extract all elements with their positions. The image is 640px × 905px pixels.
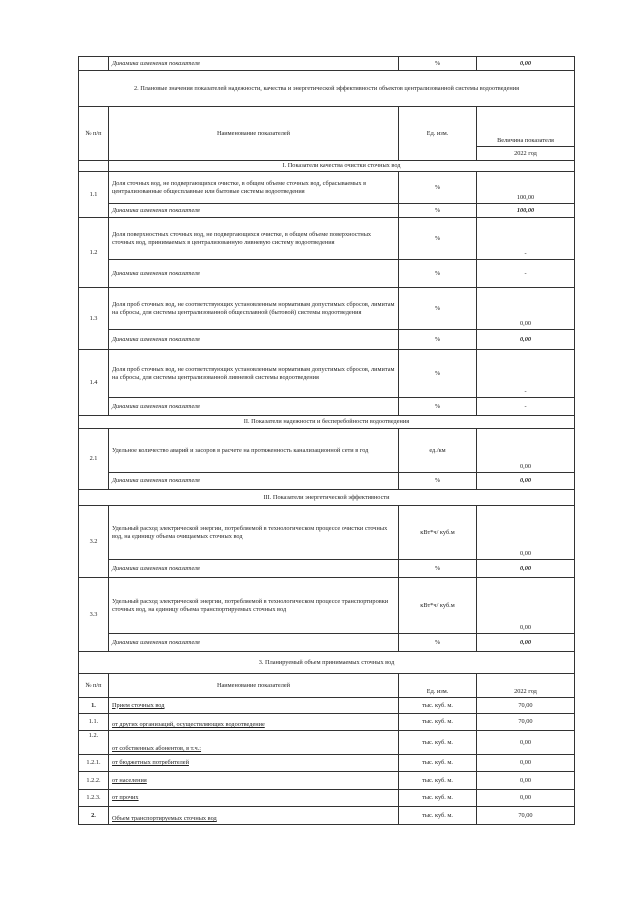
- group-2-row: [79, 416, 575, 429]
- row-value: 70,00: [477, 714, 575, 731]
- row-num: 3.2: [79, 506, 109, 578]
- group-1-title: I. Показатели качества очистки сточных вод: [109, 161, 575, 172]
- dynamics-row: [79, 473, 575, 490]
- dynamics-label: Динамика изменения показателя: [109, 398, 399, 416]
- row-unit: %: [399, 172, 477, 204]
- row-name: Удельное количество аварий и засоров в расчете на протяженность канализационной сети в год: [109, 429, 399, 473]
- header-value: Величина показателя: [477, 107, 575, 147]
- dynamics-label: Динамика изменения показателя: [109, 57, 399, 71]
- dynamics-value: 0,00: [477, 560, 575, 578]
- row-unit: ед./км: [399, 429, 477, 473]
- row-value: 70,00: [477, 698, 575, 714]
- group-3-title: III. Показатели энергетической эффективности: [79, 490, 575, 506]
- dynamics-value: -: [477, 260, 575, 288]
- row-unit: %: [399, 350, 477, 398]
- row-unit: тыс. куб. м.: [399, 731, 477, 755]
- row-name: от населения: [109, 772, 399, 790]
- section-2-header-row: [79, 107, 575, 147]
- header-year: 2022 год: [477, 147, 575, 161]
- dynamics-value: 0,00: [477, 473, 575, 490]
- header-unit: Ед. изм.: [399, 107, 477, 161]
- row-name: Доля проб сточных вод, не соответствующих установленным нормативам допустимых сбросов, лимитам на сбросы, для системы централизованной общесплавной (бытовой) системы водоотведения: [109, 288, 399, 330]
- row-unit: кВт*ч/ куб.м: [399, 506, 477, 560]
- dynamics-value: 100,00: [477, 204, 575, 218]
- header-num: № п/п: [79, 107, 109, 161]
- header-year: 2022 год: [477, 674, 575, 698]
- row-unit: тыс. куб. м.: [399, 714, 477, 731]
- header-name: Наименование показателей: [109, 674, 399, 698]
- indicators-table: [78, 56, 575, 825]
- section-3-title-row: [79, 652, 575, 674]
- row-unit: тыс. куб. м.: [399, 698, 477, 714]
- dynamics-unit: %: [399, 330, 477, 350]
- dynamics-value: 0,00: [477, 634, 575, 652]
- table-row: [79, 755, 575, 772]
- row-name: от собственных абонентов, в т.ч.:: [109, 731, 399, 755]
- dynamics-row: [79, 560, 575, 578]
- dynamics-row: [79, 398, 575, 416]
- row-num: 1.4: [79, 350, 109, 416]
- row-value: 70,00: [477, 807, 575, 825]
- dynamics-unit: %: [399, 260, 477, 288]
- row-num: 1.2: [79, 218, 109, 288]
- section-3-title: 3. Планируемый объем принимаемых сточных вод: [79, 652, 575, 674]
- row-num: 1.2.1.: [79, 755, 109, 772]
- unit-cell: %: [399, 57, 477, 71]
- header-unit: Ед. изм.: [399, 674, 477, 698]
- group-1-row: [79, 161, 575, 172]
- table-row: [79, 807, 575, 825]
- row-unit: тыс. куб. м.: [399, 807, 477, 825]
- dynamics-value: 0,00: [477, 330, 575, 350]
- table-row: [79, 506, 575, 560]
- row-num: 2.1: [79, 429, 109, 490]
- row-name: Доля поверхностных сточных вод, не подвергающихся очистке, в общем объеме поверхностных сточных вод, принимаемых в централизованную ливневую систему водоотведения: [109, 218, 399, 260]
- row-value: 0,00: [477, 429, 575, 473]
- row-num: 2.: [79, 807, 109, 825]
- dynamics-unit: %: [399, 634, 477, 652]
- row-unit: %: [399, 218, 477, 260]
- header-name: Наименование показателей: [109, 107, 399, 161]
- header-num: № п/п: [79, 674, 109, 698]
- dynamics-label: Динамика изменения показателя: [109, 260, 399, 288]
- row-unit: тыс. куб. м.: [399, 772, 477, 790]
- dynamics-label: Динамика изменения показателя: [109, 330, 399, 350]
- row-value: 0,00: [477, 790, 575, 807]
- row-num: 1.1.: [79, 714, 109, 731]
- table-row: [79, 288, 575, 330]
- row-value: 0,00: [477, 578, 575, 634]
- dynamics-unit: %: [399, 560, 477, 578]
- dynamics-row: [79, 330, 575, 350]
- row-name: от прочих: [109, 790, 399, 807]
- row-unit: кВт*ч/ куб.м: [399, 578, 477, 634]
- table-row: [79, 578, 575, 634]
- dynamics-unit: %: [399, 473, 477, 490]
- row-value: 0,00: [477, 755, 575, 772]
- section-2-title: 2. Плановые значения показателей надежности, качества и энергетической эффективности объектов централизованной системы водоотведения: [79, 71, 575, 107]
- row-name: Доля проб сточных вод, не соответствующих установленным нормативам допустимых сбросов, лимитам на сбросы, для системы централизованной ливневой системы водоотведения: [109, 350, 399, 398]
- group-2-title: II. Показатели надежности и бесперебойности водоотведения: [79, 416, 575, 429]
- table-row: [79, 772, 575, 790]
- dynamics-label: Динамика изменения показателя: [109, 473, 399, 490]
- dynamics-label: Динамика изменения показателя: [109, 204, 399, 218]
- table-row: [79, 429, 575, 473]
- row-num: 1.: [79, 698, 109, 714]
- row-value: 0,00: [477, 506, 575, 560]
- table-row: [79, 218, 575, 260]
- dynamics-label: Динамика изменения показателя: [109, 634, 399, 652]
- document-page: [78, 56, 574, 825]
- row-num: 1.2.3.: [79, 790, 109, 807]
- row-name: Удельный расход электрической энергии, потребляемой в технологическом процессе транспортировки сточных вод, на единицу объема транспортируемых сточных вод: [109, 578, 399, 634]
- table-row: [79, 714, 575, 731]
- dynamics-row: [79, 260, 575, 288]
- table-row: [79, 731, 575, 755]
- row-num: 1.1: [79, 172, 109, 218]
- section-3-header-row: [79, 674, 575, 698]
- row-num: 1.2.2.: [79, 772, 109, 790]
- row-num: 1.3: [79, 288, 109, 350]
- dynamics-row: [79, 204, 575, 218]
- table-row: [79, 172, 575, 204]
- dynamics-label: Динамика изменения показателя: [109, 560, 399, 578]
- row-value: -: [477, 350, 575, 398]
- row-unit: %: [399, 288, 477, 330]
- row-name: Прием сточных вод: [109, 698, 399, 714]
- table-row: [79, 790, 575, 807]
- row-name: Доля сточных вод, не подвергающихся очистке, в общем объеме сточных вод, сбрасываемых в централизованные общесплавные или бытовые системы водоотведения: [109, 172, 399, 204]
- row-name: Объем транспортируемых сточных вод: [109, 807, 399, 825]
- group-3-row: [79, 490, 575, 506]
- dynamics-row: [79, 634, 575, 652]
- row-value: 0,00: [477, 288, 575, 330]
- row-unit: тыс. куб. м.: [399, 790, 477, 807]
- row-num: 1.2.: [79, 731, 109, 755]
- row-num: 3.3: [79, 578, 109, 652]
- row-value: -: [477, 218, 575, 260]
- row-name: Удельный расход электрической энергии, потребляемой в технологическом процессе очистки сточных вод, на единицу объема очищаемых сточных вод: [109, 506, 399, 560]
- row-value: 0,00: [477, 731, 575, 755]
- row-name: от других организаций, осуществляющих водоотведение: [109, 714, 399, 731]
- dynamics-value: -: [477, 398, 575, 416]
- table-row: [79, 698, 575, 714]
- row-unit: тыс. куб. м.: [399, 755, 477, 772]
- dynamics-unit: %: [399, 398, 477, 416]
- section-2-title-row: [79, 71, 575, 107]
- row-value: 0,00: [477, 772, 575, 790]
- table-row: [79, 350, 575, 398]
- row-name: от бюджетных потребителей: [109, 755, 399, 772]
- row-value: 100,00: [477, 172, 575, 204]
- top-dynamics-row: [79, 57, 575, 71]
- value-cell: 0,00: [477, 57, 575, 71]
- dynamics-unit: %: [399, 204, 477, 218]
